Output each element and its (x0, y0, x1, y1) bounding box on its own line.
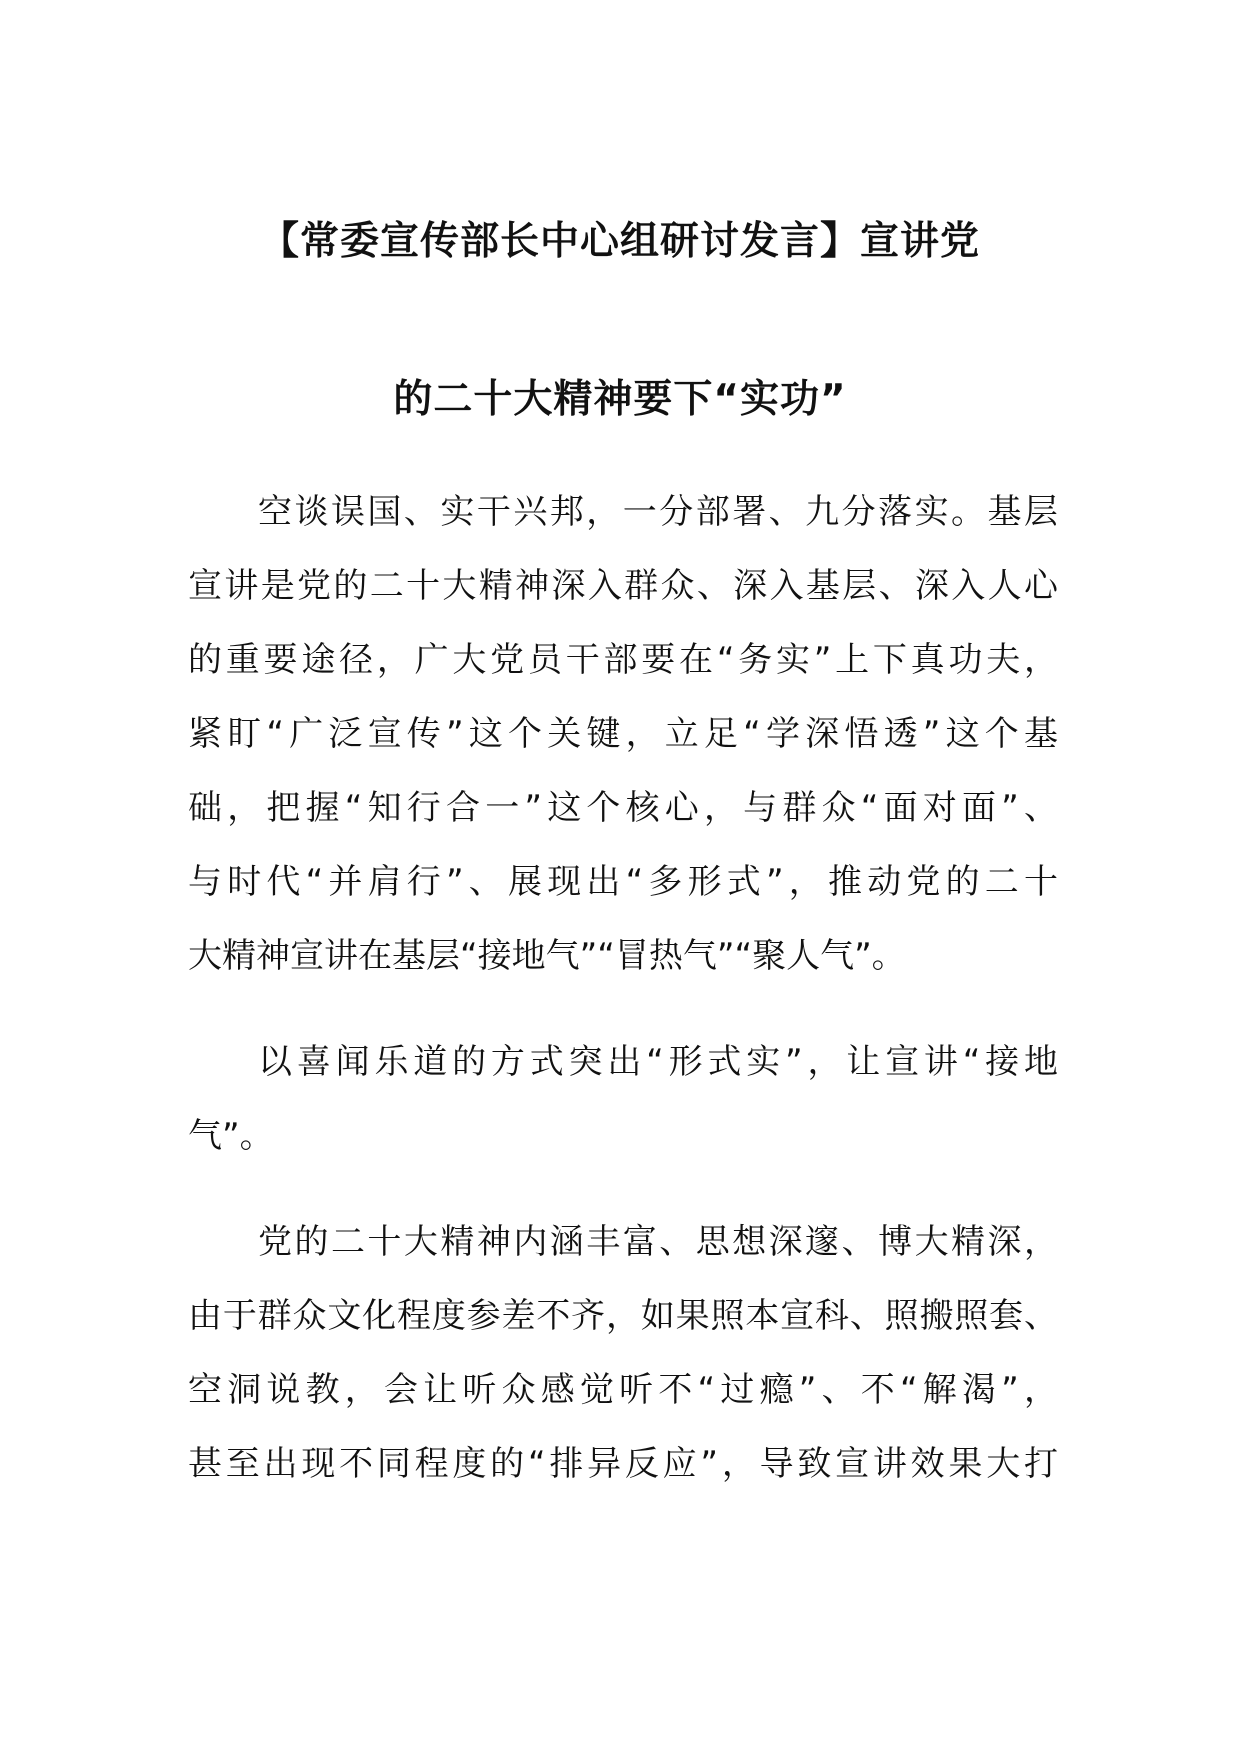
paragraph-2-line-1: 以喜闻乐道的方式突出“形式实”，让宣讲“接地 (258, 1042, 1058, 1082)
paragraph-1-line-3: 的重要途径，广大党员干部要在“务实”上下真功夫， (188, 640, 1058, 680)
paragraph-1-line-2: 宣讲是党的二十大精神深入群众、深入基层、深入人心 (188, 566, 1058, 606)
document-title-line-1: 【常委宣传部长中心组研讨发言】宣讲党 (259, 219, 980, 264)
paragraph-3-line-4: 甚至出现不同程度的“排异反应”，导致宣讲效果大打 (188, 1444, 1058, 1484)
paragraph-1-line-6: 与时代“并肩行”、展现出“多形式”，推动党的二十 (188, 862, 1058, 902)
paragraph-3-line-1: 党的二十大精神内涵丰富、思想深邃、博大精深， (258, 1222, 1058, 1262)
paragraph-2-line-2: 气”。 (188, 1116, 274, 1156)
paragraph-1-line-5: 础，把握“知行合一”这个核心，与群众“面对面”、 (188, 788, 1058, 828)
paragraph-3-line-3: 空洞说教，会让听众感觉听不“过瘾”、不“解渴”， (188, 1370, 1058, 1410)
paragraph-1-line-7: 大精神宣讲在基层“接地气”“冒热气”“聚人气”。 (188, 936, 906, 976)
paragraph-3-line-2: 由于群众文化程度参差不齐，如果照本宣科、照搬照套、 (188, 1296, 1058, 1336)
document-title-line-2: 的二十大精神要下“实功” (393, 377, 847, 422)
paragraph-1-line-4: 紧盯“广泛宣传”这个关键，立足“学深悟透”这个基 (188, 714, 1058, 754)
paragraph-1-line-1: 空谈误国、实干兴邦，一分部署、九分落实。基层 (258, 492, 1058, 532)
